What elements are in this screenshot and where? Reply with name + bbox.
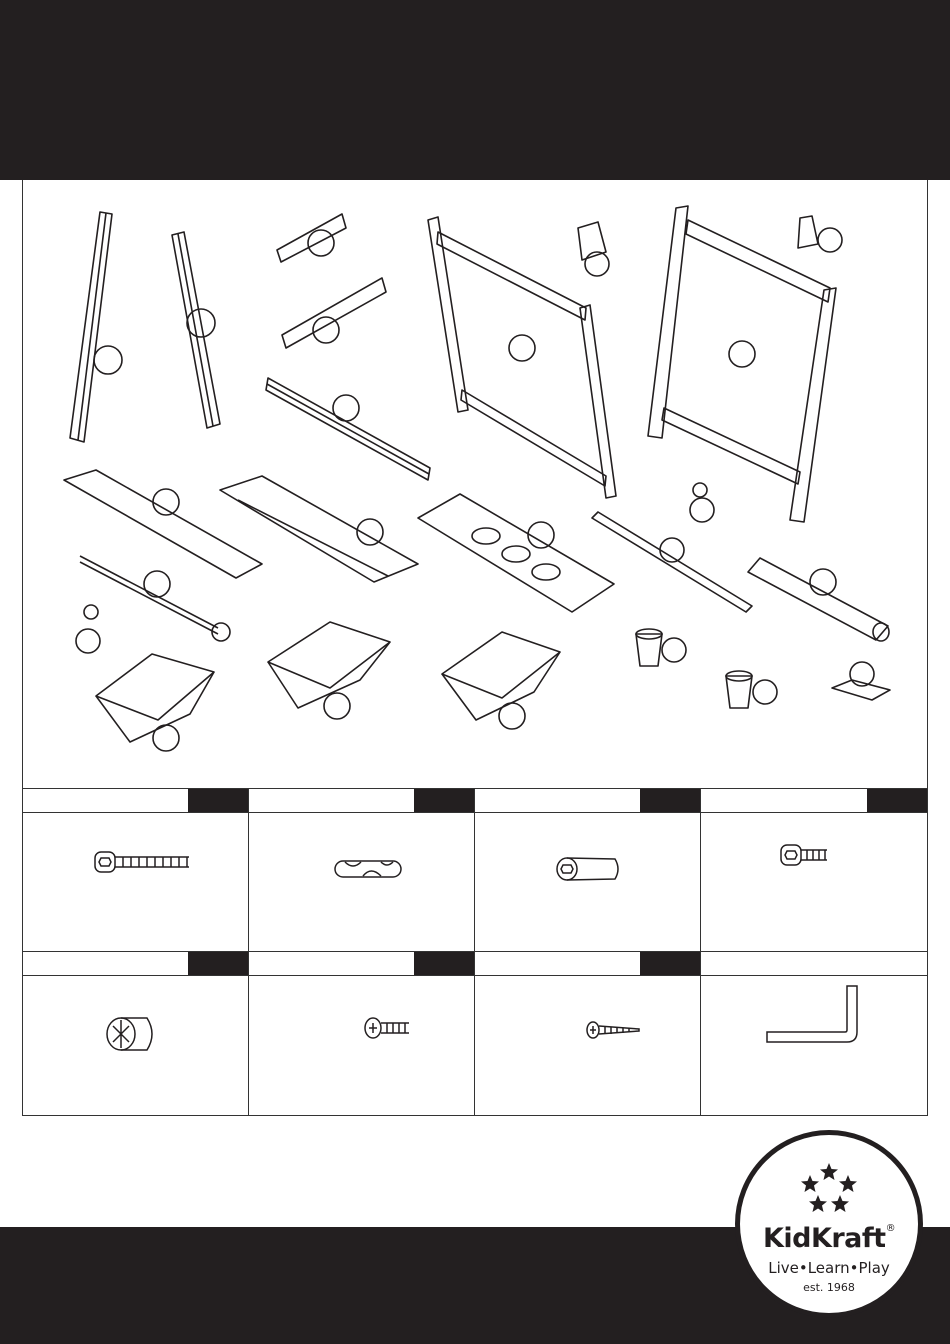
part-long-tray [220, 476, 418, 582]
hardware-count-tag [188, 952, 248, 975]
hardware-cell-header [475, 952, 700, 976]
part-long-bar [592, 512, 752, 612]
hardware-cell-cam-lock [23, 952, 249, 1115]
part-small-plate-a [578, 222, 609, 276]
cam-lock-icon [23, 976, 249, 1114]
hardware-cell-allen-key [701, 952, 927, 1115]
long-bolt-icon [23, 813, 249, 951]
hardware-cell-wood-dowel [249, 789, 475, 952]
part-paint-cup-b [726, 671, 777, 708]
hardware-cell-phillips-screw [249, 952, 475, 1115]
part-paint-cup-a [636, 629, 686, 666]
part-leg-left-a [70, 212, 122, 442]
part-storage-bin-a [96, 654, 214, 751]
part-long-rail [266, 378, 430, 480]
kidkraft-logo [735, 1130, 923, 1318]
part-small-plate-b [798, 216, 842, 252]
hardware-cell-long-bolt [23, 789, 249, 952]
five-stars-icon [796, 1163, 862, 1219]
hardware-cell-header [475, 789, 700, 813]
hardware-grid [22, 788, 928, 1116]
part-storage-bin-b [268, 622, 390, 719]
hardware-count-tag [188, 789, 248, 812]
hardware-cell-short-bolt [701, 789, 927, 952]
hardware-count-tag [640, 952, 700, 975]
part-small-knob [690, 483, 714, 522]
barrel-nut-icon [475, 813, 701, 951]
hardware-cell-header [701, 789, 927, 813]
logo-brand-name: KidKraft® [762, 1223, 896, 1254]
part-cup-tray [418, 494, 614, 612]
hardware-cell-barrel-nut [475, 789, 701, 952]
part-dowel [80, 556, 230, 641]
part-short-bracket [277, 214, 346, 262]
hardware-cell-header [249, 789, 474, 813]
hardware-count-tag [640, 789, 700, 812]
hardware-cell-header [23, 952, 248, 976]
allen-key-icon [701, 976, 927, 1114]
hardware-cell-wood-screw [475, 952, 701, 1115]
hardware-cell-header [701, 952, 927, 976]
top-header-band [0, 0, 950, 180]
part-eraser [832, 662, 890, 700]
part-paper-roll [748, 558, 889, 641]
logo-tagline: Live•Learn•Play [768, 1259, 890, 1277]
wood-dowel-icon [249, 813, 475, 951]
hardware-cell-header [23, 789, 248, 813]
part-center-frame [428, 217, 616, 498]
hardware-count-tag [867, 789, 927, 812]
logo-established: est. 1968 [803, 1281, 855, 1294]
short-bolt-icon [701, 813, 927, 951]
hardware-count-tag [414, 789, 474, 812]
part-long-bracket [282, 278, 386, 348]
phillips-screw-icon [249, 976, 475, 1114]
hardware-cell-header [249, 952, 474, 976]
part-leg-left-b [172, 232, 220, 428]
hardware-count-tag [414, 952, 474, 975]
registered-mark: ® [885, 1223, 896, 1234]
parts-diagram [0, 180, 950, 788]
part-storage-bin-c [442, 632, 560, 729]
part-knob [76, 605, 100, 653]
part-right-frame [648, 206, 836, 522]
wood-screw-icon [475, 976, 701, 1114]
